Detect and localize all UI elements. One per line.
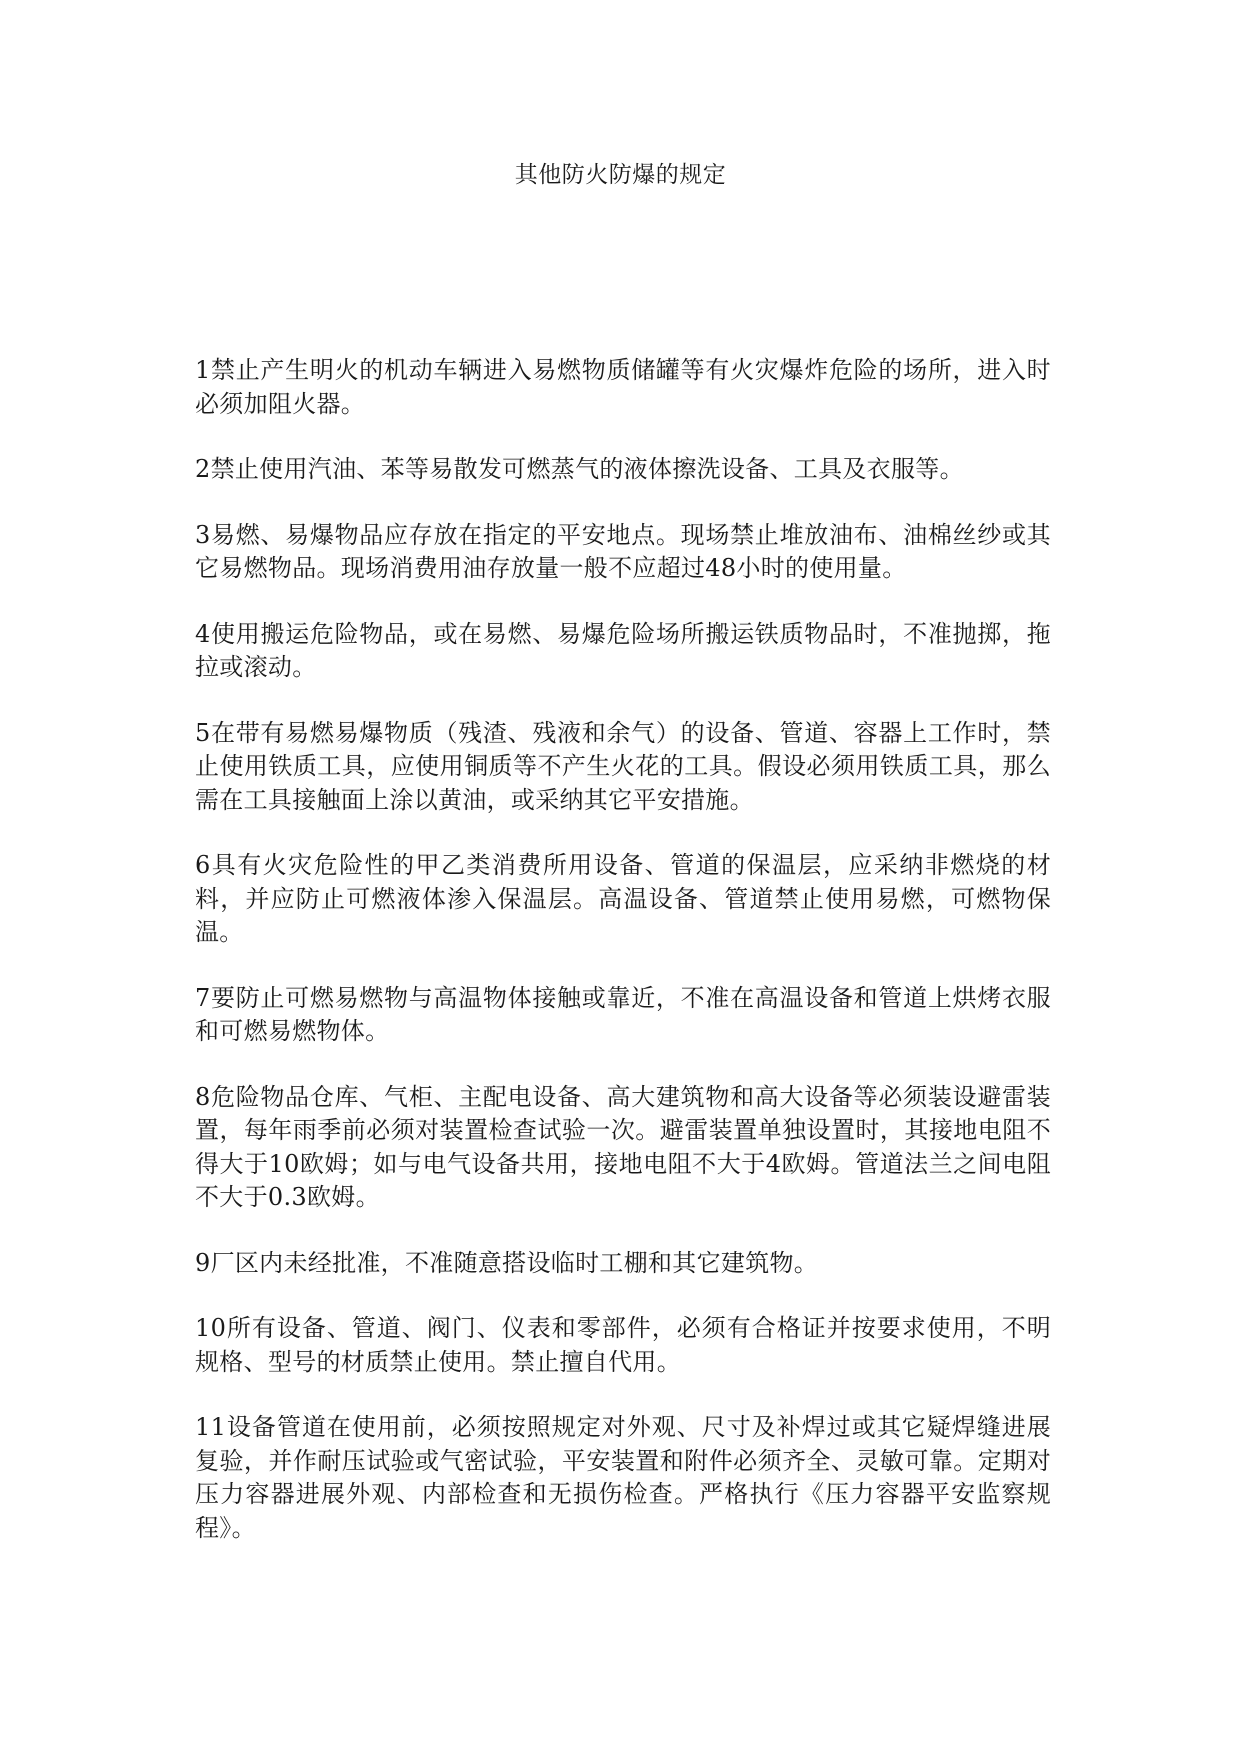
paragraph-7: 7要防止可燃易燃物与高温物体接触或靠近，不准在高温设备和管道上烘烤衣服和可燃易燃物体。	[195, 983, 1051, 1045]
paragraph-6: 6具有火灾危险性的甲乙类消费所用设备、管道的保温层，应采纳非燃烧的材料，并应防止可燃液体渗入保温层。高温设备、管道禁止使用易燃，可燃物保温。	[195, 851, 1051, 946]
paragraph-11: 11设备管道在使用前，必须按照规定对外观、尺寸及补焊过或其它疑焊缝进展复验，并作耐压试验或气密试验，平安装置和附件必须齐全、灵敏可靠。定期对压力容器进展外观、内部检查和无损伤检查。严格执行《压力容器平安监察规程》。	[195, 1413, 1051, 1542]
document-title: 其他防火防爆的规定	[514, 162, 727, 188]
document-body	[195, 354, 1051, 1577]
paragraph-9: 9厂区内未经批准，不准随意搭设临时工棚和其它建筑物。	[195, 1248, 819, 1277]
paragraph-3: 3易燃、易爆物品应存放在指定的平安地点。现场禁止堆放油布、油棉丝纱或其它易燃物品。现场消费用油存放量一般不应超过48小时的使用量。	[195, 520, 1051, 582]
paragraph-4: 4使用搬运危险物品，或在易燃、易爆危险场所搬运铁质物品时，不准抛掷，拖拉或滚动。	[195, 619, 1051, 681]
paragraph-5: 5在带有易燃易爆物质（残渣、残液和余气）的设备、管道、容器上工作时，禁止使用铁质工具，应使用铜质等不产生火花的工具。假设必须用铁质工具，那么需在工具接触面上涂以黄油，或采纳其它平安措施。	[195, 718, 1051, 814]
paragraph-2: 2禁止使用汽油、苯等易散发可燃蒸气的液体擦洗设备、工具及衣服等。	[195, 455, 964, 483]
paragraph-1: 1禁止产生明火的机动车辆进入易燃物质储罐等有火灾爆炸危险的场所，进入时必须加阻火器。	[195, 356, 1051, 418]
paragraph-10: 10所有设备、管道、阀门、仪表和零部件，必须有合格证并按要求使用，不明规格、型号的材质禁止使用。禁止擅自代用。	[195, 1314, 1051, 1376]
paragraph-8: 8危险物品仓库、气柜、主配电设备、高大建筑物和高大设备等必须装设避雷装置，每年雨季前必须对装置检查试验一次。避雷装置单独设置时，其接地电阻不得大于10欧姆；如与电气设备共用，接地电阻不大于4欧姆。管道法兰之间电阻不大于0.3欧姆。	[195, 1082, 1051, 1211]
